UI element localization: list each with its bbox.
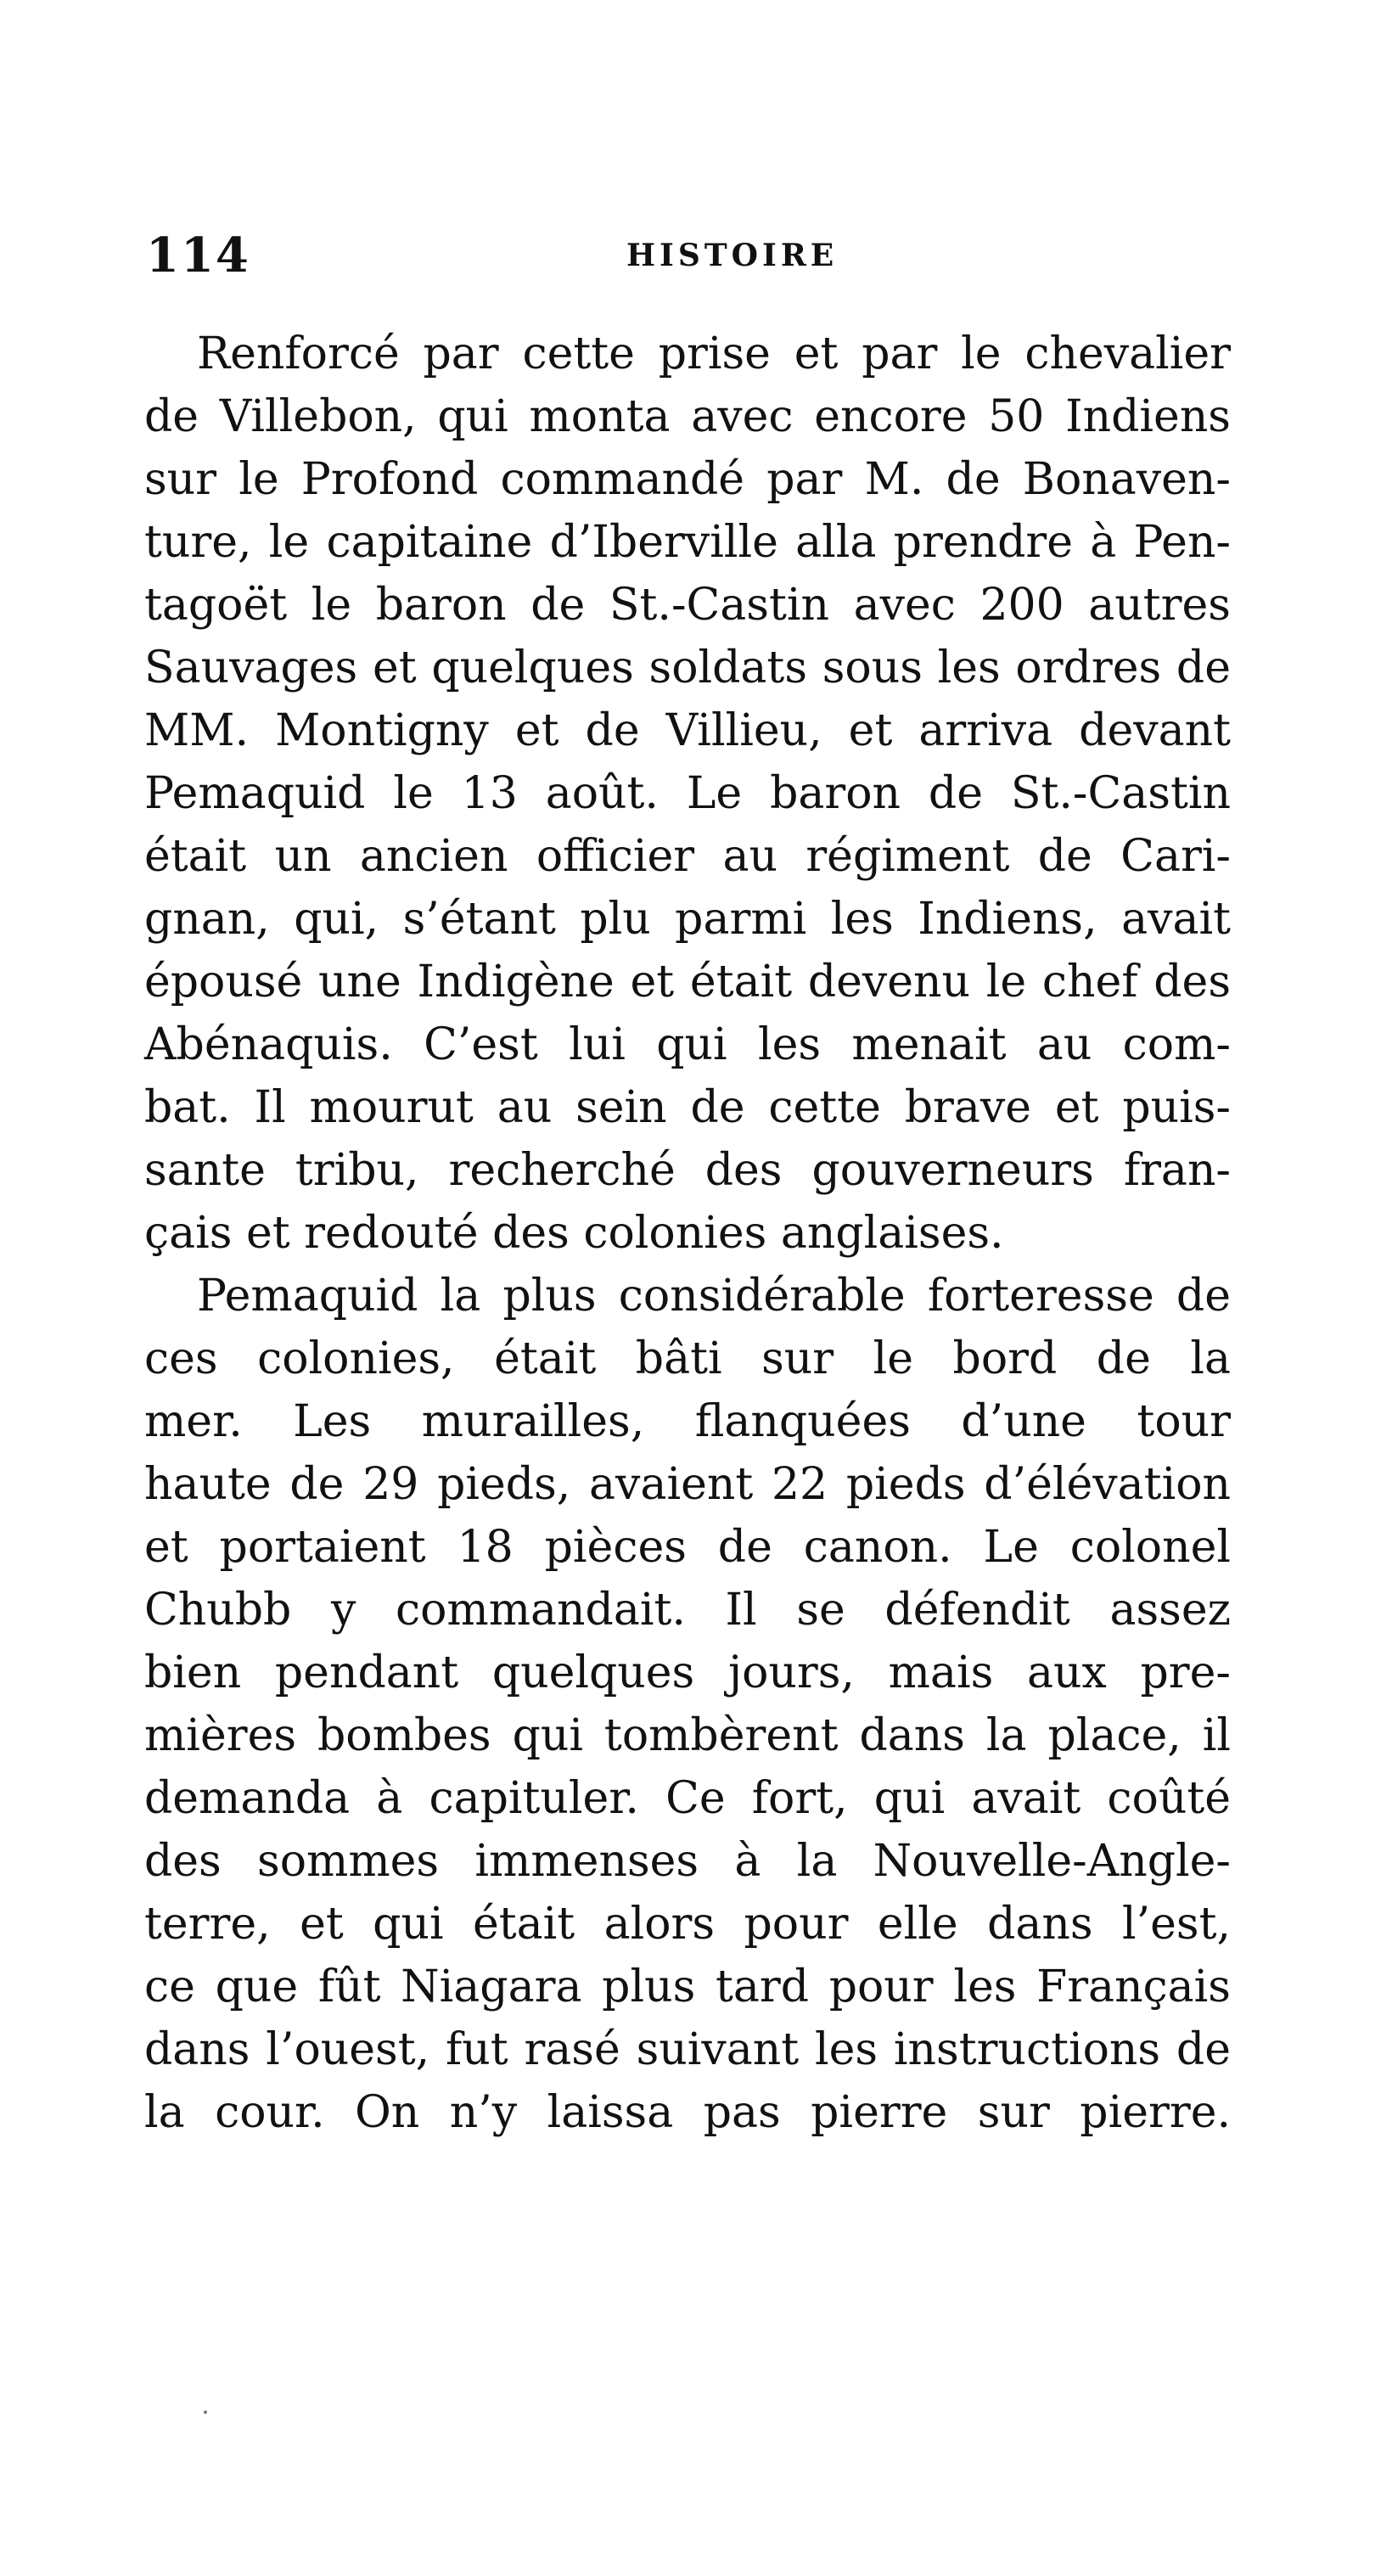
- text-line: terre, et qui était alors pour elle dans l’est,: [144, 1899, 1231, 1950]
- text-line: demanda à capituler. Ce fort, qui avait coûté: [144, 1773, 1231, 1824]
- text-line: gnan, qui, s’étant plu parmi les Indiens, avait: [144, 894, 1231, 945]
- text-line: était un ancien officier au régiment de Cari-: [144, 831, 1231, 882]
- text-line-paragraph-1-start: Renforcé par cette prise et par le chevalier: [197, 328, 1231, 379]
- text-line: sante tribu, recherché des gouverneurs fran-: [144, 1145, 1231, 1196]
- text-line: bien pendant quelques jours, mais aux pre-: [144, 1647, 1231, 1698]
- text-line: et portaient 18 pièces de canon. Le colonel: [144, 1522, 1231, 1573]
- text-line: tagoët le baron de St.-Castin avec 200 autres: [144, 580, 1231, 631]
- running-head: HISTOIRE: [626, 238, 839, 273]
- text-line: Abénaquis. C’est lui qui les menait au com-: [144, 1019, 1231, 1070]
- text-line: Chubb y commandait. Il se défendit assez: [144, 1585, 1231, 1636]
- ink-speck: [204, 2410, 207, 2414]
- text-line: sur le Profond commandé par M. de Bonaven-: [144, 454, 1231, 505]
- text-line: Pemaquid le 13 août. Le baron de St.-Castin: [144, 768, 1231, 819]
- text-line: la cour. On n’y laissa pas pierre sur pierre.: [144, 2087, 1231, 2138]
- text-line: ces colonies, était bâti sur le bord de la: [144, 1333, 1231, 1384]
- page-header: [146, 227, 1224, 295]
- text-line: des sommes immenses à la Nouvelle-Angle-: [144, 1836, 1231, 1887]
- text-line: dans l’ouest, fut rasé suivant les instructions de: [144, 2024, 1231, 2075]
- text-line: mières bombes qui tombèrent dans la place, il: [144, 1710, 1231, 1761]
- text-line: MM. Montigny et de Villieu, et arriva devant: [144, 705, 1231, 756]
- text-line: ce que fût Niagara plus tard pour les Français: [144, 1961, 1231, 2012]
- page-number: 114: [146, 227, 250, 283]
- text-line: ture, le capitaine d’Iberville alla prendre à Pen-: [144, 517, 1231, 568]
- text-line: mer. Les murailles, flanquées d’une tour: [144, 1396, 1231, 1447]
- text-line: Sauvages et quelques soldats sous les ordres de: [144, 643, 1231, 693]
- text-line-paragraph-2-start: Pemaquid la plus considérable forteresse de: [197, 1271, 1231, 1322]
- text-line: épousé une Indigène et était devenu le chef des: [144, 957, 1231, 1007]
- text-line: bat. Il mourut au sein de cette brave et puis-: [144, 1082, 1231, 1133]
- text-line-paragraph-1-end: çais et redouté des colonies anglaises.: [144, 1208, 1004, 1259]
- text-line: de Villebon, qui monta avec encore 50 Indiens: [144, 391, 1231, 442]
- text-line: haute de 29 pieds, avaient 22 pieds d’élévation: [144, 1459, 1231, 1510]
- body-text: [144, 323, 1231, 2144]
